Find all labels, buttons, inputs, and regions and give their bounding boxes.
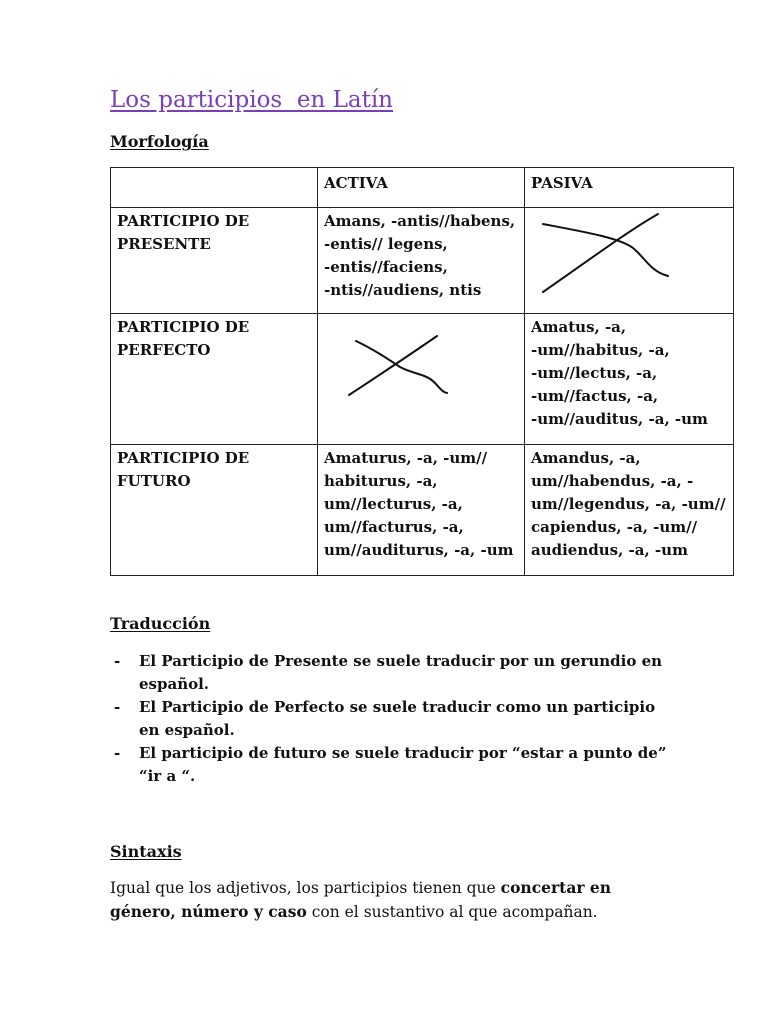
cell-presente-activa: Amans, -antis//habens, -entis// legens, -entis//faciens, -ntis//audiens, ntis bbox=[318, 208, 525, 314]
table-row bbox=[111, 445, 734, 576]
list-item: - El participio de futuro se suele traducir por “estar a punto de” “ir a “. bbox=[114, 744, 667, 785]
cell-futuro-pasiva: Amandus, -a, um//habendus, -a, - um//legendus, -a, -um// capiendus, -a, -um// audiendus, -a, -um bbox=[525, 445, 734, 576]
traduccion-list bbox=[110, 650, 670, 788]
header-cell-activa bbox=[318, 168, 525, 208]
sintaxis-heading: Sintaxis bbox=[110, 842, 182, 861]
header-cell-empty bbox=[111, 168, 318, 208]
table-row bbox=[111, 208, 734, 314]
bullet-dash: - bbox=[114, 744, 121, 762]
morphology-table bbox=[110, 167, 734, 576]
row-label-futuro: PARTICIPIO DE FUTURO bbox=[111, 445, 318, 576]
traduccion-heading: Traducción bbox=[110, 614, 211, 633]
morfologia-heading: Morfología bbox=[110, 132, 209, 151]
cell-perfecto-pasiva: Amatus, -a, -um//habitus, -a, -um//lectus, -a, -um//factus, -a, -um//auditus, -a, -um bbox=[525, 314, 734, 445]
table-header-row bbox=[111, 168, 734, 208]
cell-presente-pasiva bbox=[525, 208, 734, 314]
cross-out-mark bbox=[525, 208, 734, 307]
sintaxis-paragraph: Igual que los adjetivos, los participios tienen que concertar en género, número y caso con el sustantivo al que acompañan. bbox=[110, 878, 612, 921]
list-item: - El Participio de Presente se suele traducir por un gerundio en español. bbox=[114, 652, 663, 693]
header-activa-label: ACTIVA bbox=[324, 174, 388, 192]
cell-futuro-activa: Amaturus, -a, -um// habiturus, -a, um//lecturus, -a, um//facturus, -a, um//auditurus, -a, -um bbox=[318, 445, 525, 576]
list-item: - El Participio de Perfecto se suele traducir como un participio en español. bbox=[114, 698, 656, 739]
header-cell-pasiva bbox=[525, 168, 734, 208]
row-label-presente: PARTICIPIO DE PRESENTE bbox=[111, 208, 318, 314]
row-label-perfecto: PARTICIPIO DE PERFECTO bbox=[111, 314, 318, 445]
cell-perfecto-activa bbox=[318, 314, 525, 445]
bullet-dash: - bbox=[114, 698, 121, 716]
page-title: Los participios en Latín bbox=[110, 87, 393, 113]
header-pasiva-label: PASIVA bbox=[531, 174, 593, 192]
table-row bbox=[111, 314, 734, 445]
sintaxis-emphasis: concertar en género, número y caso bbox=[110, 878, 612, 921]
bullet-dash: - bbox=[114, 652, 121, 670]
cross-out-mark bbox=[318, 314, 525, 438]
